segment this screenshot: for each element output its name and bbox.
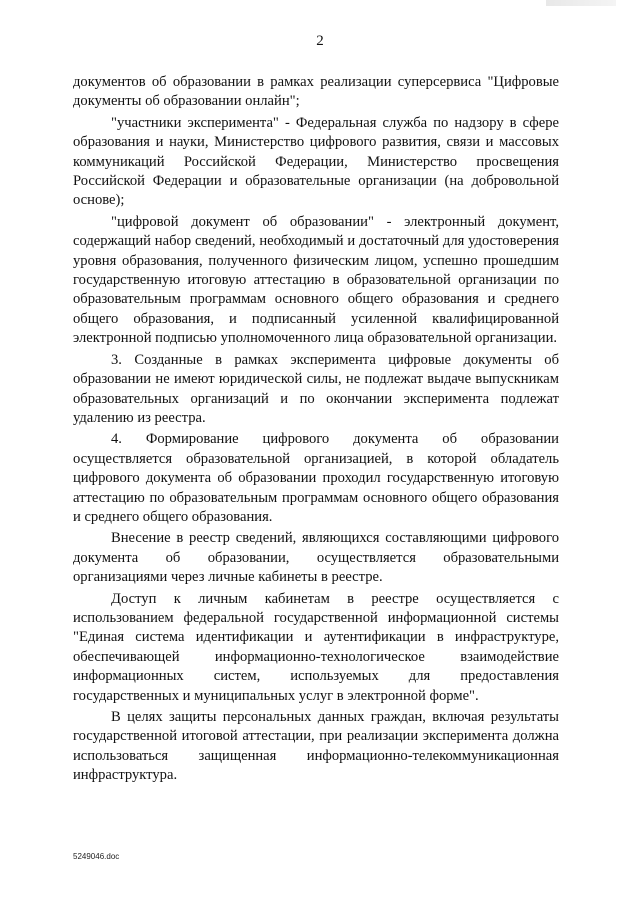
scan-artifact [546,0,616,6]
file-code-footer: 5249046.doc [73,852,120,861]
document-body [73,73,559,788]
paragraph-continuation: документов об образовании в рамках реализации суперсервиса "Цифровые документы об образовании онлайн"; [73,74,559,110]
paragraph-item-4: 4. Формирование цифрового документа об образовании осуществляется образовательной организацией, в которой обладатель цифрового документа об образовании проходил государственную итоговую аттестацию по образовательным программам основного общего образования и среднего общего образования. [73,431,559,525]
paragraph-item-3: 3. Созданные в рамках эксперимента цифровые документы об образовании не имеют юридической силы, не подлежат выдаче выпускникам образовательных организаций и по окончании эксперимента подлежат удалению из реестра. [73,351,559,426]
paragraph-cabinet-access: Доступ к личным кабинетам в реестре осуществляется с использованием федеральной государственной информационной системы "Единая система идентификации и аутентификации в инфраструктуре, обеспечивающей информационно-технологическое взаимодействие информационных систем, используемых для предоставления государственных и муниципальных услуг в электронной форме". [73,590,559,704]
page-number: 2 [316,33,324,49]
paragraph-data-protection: В целях защиты персональных данных граждан, включая результаты государственной итоговой аттестации, при реализации эксперимента должна использоваться защищенная информационно-телекоммуникационная инфраструктура. [73,709,559,784]
paragraph-participants-definition: "участники эксперимента" - Федеральная служба по надзору в сфере образования и науки, Министерство цифрового развития, связи и массовых коммуникаций Российской Федерации, Министерство просвещения Российской Федерации и образовательные организации (на добровольной основе); [73,114,559,209]
paragraph-registry-entry: Внесение в реестр сведений, являющихся составляющими цифрового документа об образовании, осуществляется образовательными организациями через личные кабинеты в реестре. [73,530,559,586]
paragraph-digital-document-definition: "цифровой документ об образовании" - электронный документ, содержащий набор сведений, необходимый и достаточный для удостоверения уровня образования, полученного физическим лицом, успешно прошедшим государственную итоговую аттестацию в образовательной организации по образовательным программам основного общего образования и среднего общего образования, и подписанный усиленной квалифицированной электронной подписью уполномоченного лица образовательной организации. [73,213,559,347]
